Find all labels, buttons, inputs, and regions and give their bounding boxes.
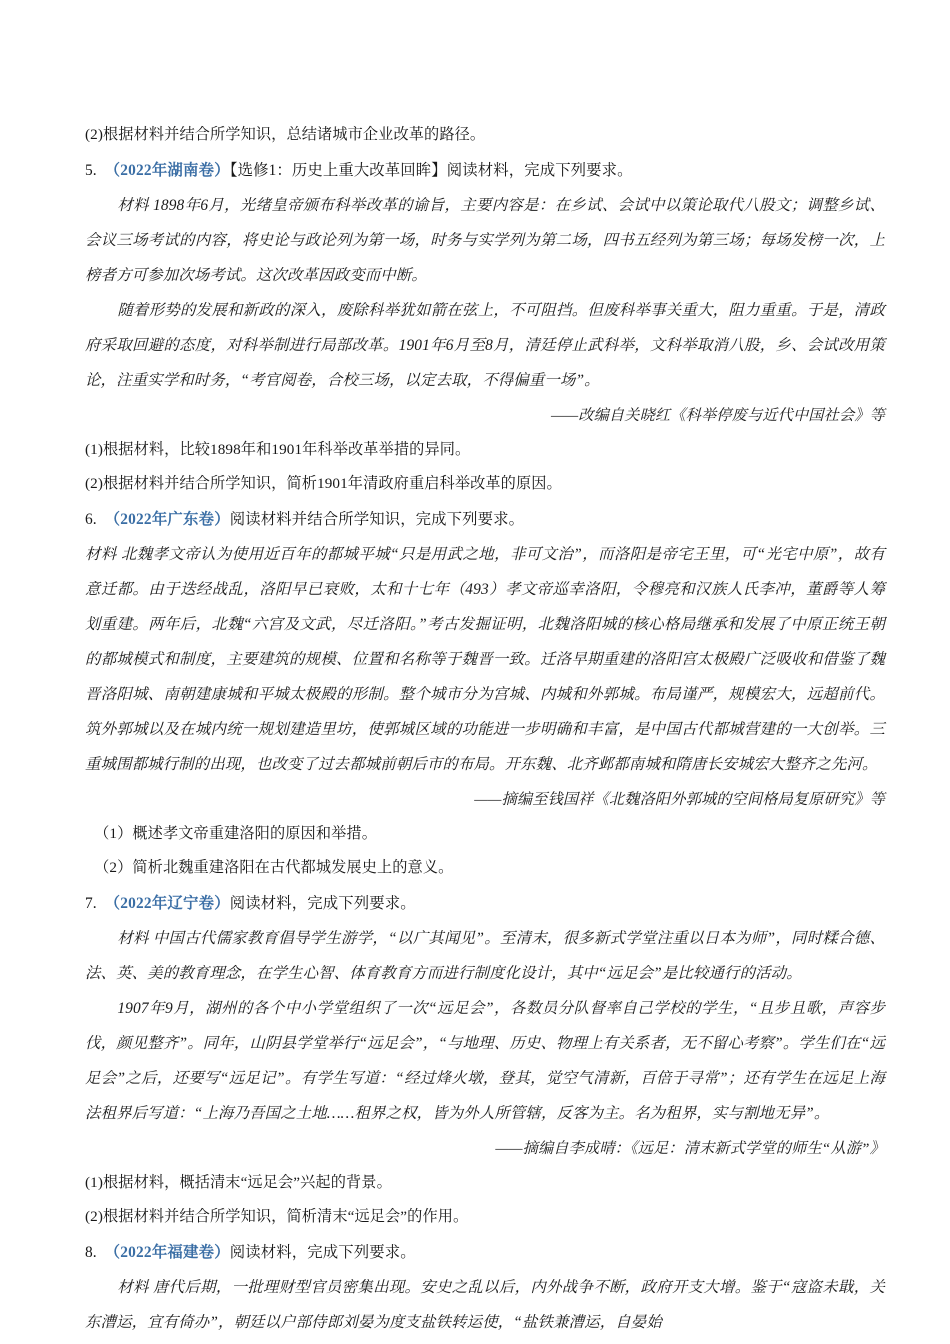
material-paragraph: 随着形势的发展和新政的深入，废除科举犹如箭在弦上，不可阻挡。但废科举事关重大，阻力重重。于是，清政府采取回避的态度，对科举制进行局部改革。1901年6月至8月，清廷停止武科举，文科举取消八股，乡、会试改用策论，注重实学和时务，“考官阅卷，合校三场，以定去取，不得偏重一场”。 xyxy=(85,302,885,389)
question-heading-6 xyxy=(85,503,885,537)
question-heading-text: 阅读材料并结合所学知识，完成下列要求。 xyxy=(229,511,525,528)
question-number: 7. xyxy=(85,895,97,912)
material-paragraph: 材料 唐代后期，一批理财型官员密集出现。安史之乱以后，内外战争不断，政府开支大增。鉴于“寇盗未戢，关东漕运，宜有倚办”，朝廷以户部侍郎刘晏为度支盐铁转运使，“盐铁兼漕运，自晏始 xyxy=(85,1279,885,1331)
question-number: 8. xyxy=(85,1244,97,1261)
sub-question-line: (2)根据材料并结合所学知识，简析1901年清政府重启科举改革的原因。 xyxy=(85,475,562,492)
material-paragraph: 材料 1898年6月，光绪皇帝颁布科举改革的谕旨，主要内容是：在乡试、会试中以策论取代八股文；调整乡试、会议三场考试的内容，将史论与政论列为第一场，时务与实学列为第二场，四书五经列为第三场；每场发榜一次，上榜者方可参加次场考试。这次改革因政变而中断。 xyxy=(85,197,885,284)
question-source-label: （2022年福建卷） xyxy=(104,1244,230,1261)
question-heading-5 xyxy=(85,154,885,188)
sub-question-line: (1)根据材料，概括清末“远足会”兴起的背景。 xyxy=(85,1174,392,1191)
question-source-label: （2022年湖南卷） xyxy=(104,162,230,179)
sub-question-line: （1）概述孝文帝重建洛阳的原因和举措。 xyxy=(94,825,377,842)
sub-question-line: （2）简析北魏重建洛阳在古代都城发展史上的意义。 xyxy=(94,859,454,876)
sub-question-line: (2)根据材料并结合所学知识，简析清末“远足会”的作用。 xyxy=(85,1208,469,1225)
question-heading-text: 阅读材料，完成下列要求。 xyxy=(229,1244,416,1261)
source-attribution: ——摘编自李成晴：《远足：清末新式学堂的师生“从游”》 xyxy=(495,1140,885,1157)
material-paragraph: 材料 中国古代儒家教育倡导学生游学，“以广其闻见”。至清末，很多新式学堂注重以日本为师”，同时糅合德、法、英、美的教育理念，在学生心智、体育教育方而进行制度化设计，其中“远足会”是比较通行的活动。 xyxy=(85,930,885,982)
question-number: 6. xyxy=(85,511,97,528)
sub-question-line: (2)根据材料并结合所学知识，总结诸城市企业改革的路径。 xyxy=(85,126,486,143)
question-heading-text: 【选修1：历史上重大改革回眸】阅读材料，完成下列要求。 xyxy=(229,162,633,179)
question-heading-text: 阅读材料，完成下列要求。 xyxy=(229,895,416,912)
question-number: 5. xyxy=(85,162,97,179)
document-body xyxy=(85,118,885,1340)
source-attribution: ——改编自关晓红《科举停废与近代中国社会》等 xyxy=(550,407,885,424)
question-source-label: （2022年广东卷） xyxy=(104,511,230,528)
question-heading-7 xyxy=(85,887,885,921)
question-source-label: （2022年辽宁卷） xyxy=(104,895,230,912)
source-attribution: ——摘编至钱国祥《北魏洛阳外郭城的空间格局复原研究》等 xyxy=(474,791,885,808)
question-heading-8 xyxy=(85,1236,885,1270)
material-paragraph: 材料 北魏孝文帝认为使用近百年的都城平城“只是用武之地，非可文治”，而洛阳是帝宅王里，可“光宅中原”，故有意迁都。由于迭经战乱，洛阳早已衰败，太和十七年（493）孝文帝巡幸洛阳，令穆亮和汉族人氏李冲，董爵等人筹划重建。两年后，北魏“六宫及文武，尽迁洛阳。”考古发掘证明，北魏洛阳城的核心格局继承和发展了中原正统王朝的都城模式和制度，主要建筑的规模、位置和名称等于魏晋一致。迁洛早期重建的洛阳宫太极殿广泛吸收和借鉴了魏晋洛阳城、南朝建康城和平城太极殿的形制。整个城市分为宫城、内城和外郭城。布局谨严，规模宏大，远超前代。筑外郭城以及在城内统一规划建造里坊，使郭城区域的功能进一步明确和丰富，是中国古代都城营建的一大创举。三重城围都城行制的出现，也改变了过去都城前朝后市的布局。开东魏、北齐邺都南城和隋唐长安城宏大整齐之先河。 xyxy=(85,546,885,773)
material-paragraph: 1907年9月，湖州的各个中小学堂组织了一次“远足会”，各数员分队督率自己学校的学生，“且步且歌，声容步伐，颜见整齐”。同年，山阴县学堂举行“远足会”，“与地理、历史、物理上有关系者，无不留心考察”。学生们在“远足会”之后，还要写“远足记”。有学生写道：“经过烽火墩，登其，觉空气清新，百倍于寻常”；还有学生在远足上海法租界后写道：“上海乃吾国之土地……租界之权，皆为外人所管辖，反客为主。名为租界，实与割地无异”。 xyxy=(85,1000,885,1122)
sub-question-line: (1)根据材料，比较1898年和1901年科举改革举措的异同。 xyxy=(85,441,471,458)
